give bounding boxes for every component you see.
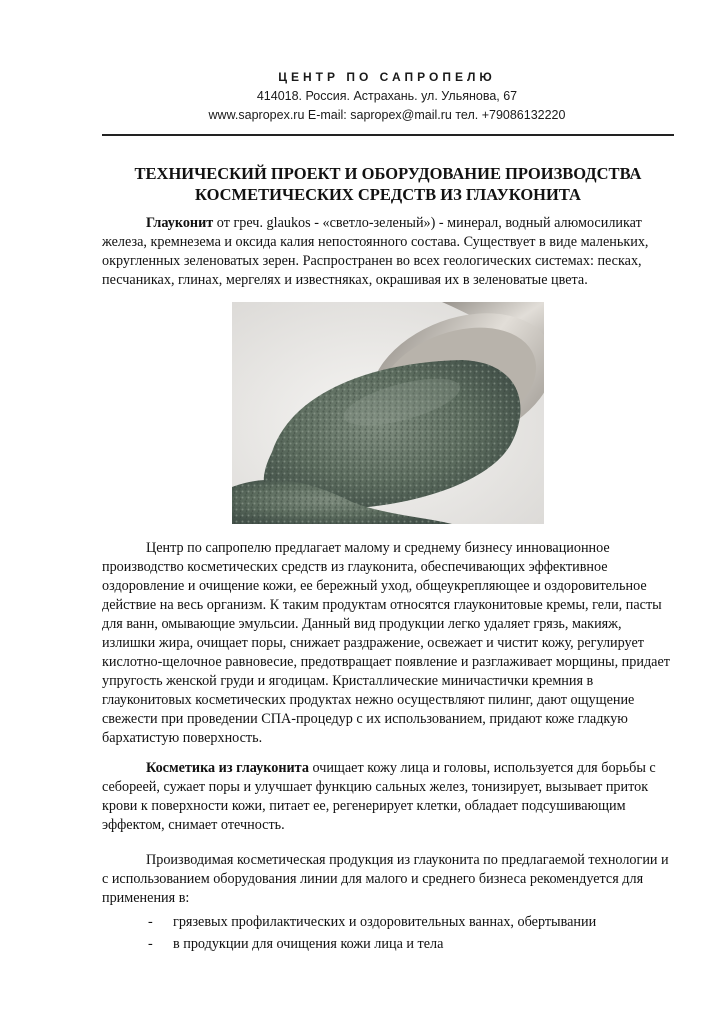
- paragraph-applications: Производимая косметическая продукция из глауконита по предлагаемой технологии и с использованием оборудования линии для малого и среднего бизнеса рекомендуется для применения в:: [102, 852, 669, 906]
- document-title: [102, 163, 674, 205]
- glauconite-photo: [232, 302, 544, 524]
- list-item: [148, 911, 674, 933]
- list-bullet: -: [148, 914, 153, 930]
- paragraph-cosmetics: [102, 759, 674, 835]
- glauconite-spoon-image: [232, 302, 544, 524]
- definition-text: от греч. glaukos - «светло-зеленый») - минерал, водный алюмосиликат железа, кремнезема и оксида калия непостоянного состава. Существует в виде маленьких, округленных зеленоватых зерен. Распространен во всех геологических системах: песках, песчаниках, глинах, мергелях и известняках, окрашивая их в зеленоватые цвета.: [102, 215, 649, 288]
- header-divider: [102, 134, 674, 136]
- organization-contacts: www.sapropex.ru E-mail: sapropex@mail.ru тел. +79086132220: [208, 108, 566, 122]
- title-line-2: КОСМЕТИЧЕСКИХ СРЕДСТВ ИЗ ГЛАУКОНИТА: [195, 185, 581, 204]
- term-glauconite: Глауконит: [146, 215, 214, 231]
- list-item: [148, 933, 674, 955]
- organization-address: 414018. Россия. Астрахань. ул. Ульянова, 67: [256, 89, 518, 103]
- list-item-text: в продукции для очищения кожи лица и тела: [173, 936, 444, 952]
- term-cosmetics: Косметика из глауконита: [146, 760, 309, 776]
- letterhead: [100, 68, 674, 125]
- paragraph-products: Центр по сапропелю предлагает малому и среднему бизнесу инновационное производство косметических средств из глауконита, обеспечивающих эффективное оздоровление и очищение кожи, ее бережный уход, общеукрепляющее и оздоровительное действие на весь организм. К таким продуктам относятся глауконитовые кремы, гели, пасты для ванн, омывающие эмульсии. Данный вид продукции легко удаляет грязь, макияж, излишки жира, очищает поры, снижает раздражение, освежает и чистит кожу, регулирует кислотно-щелочное равновесие, предотвращает появление и разглаживает морщины, придает упругость женской груди и ягодицам. Кристаллические миничастички кремния в глауконитовых косметических продуктах нежно осуществляют пилинг, дают ощущение свежести при проведении СПА-процедур с их использованием, придают коже гладкую бархатистую поверхность.: [102, 540, 670, 746]
- cosmetics-text: очищает кожу лица и головы, используется для борьбы с себореей, сужает поры и улучшает функцию сальных желез, тонизирует, вызывает приток крови к поверхности кожи, питает ее, регенерирует клетки, обладает подсушивающим эффектом, снимает отечность.: [102, 760, 656, 833]
- list-bullet: -: [148, 936, 153, 952]
- organization-name: ЦЕНТР ПО САПРОПЕЛЮ: [278, 70, 496, 84]
- list-item-text: грязевых профилактических и оздоровительных ваннах, обертывании: [173, 914, 597, 930]
- title-line-1: ТЕХНИЧЕСКИЙ ПРОЕКТ И ОБОРУДОВАНИЕ ПРОИЗВОДСТВА: [134, 164, 642, 183]
- applications-list: [148, 911, 674, 955]
- paragraph-definition: [102, 214, 674, 290]
